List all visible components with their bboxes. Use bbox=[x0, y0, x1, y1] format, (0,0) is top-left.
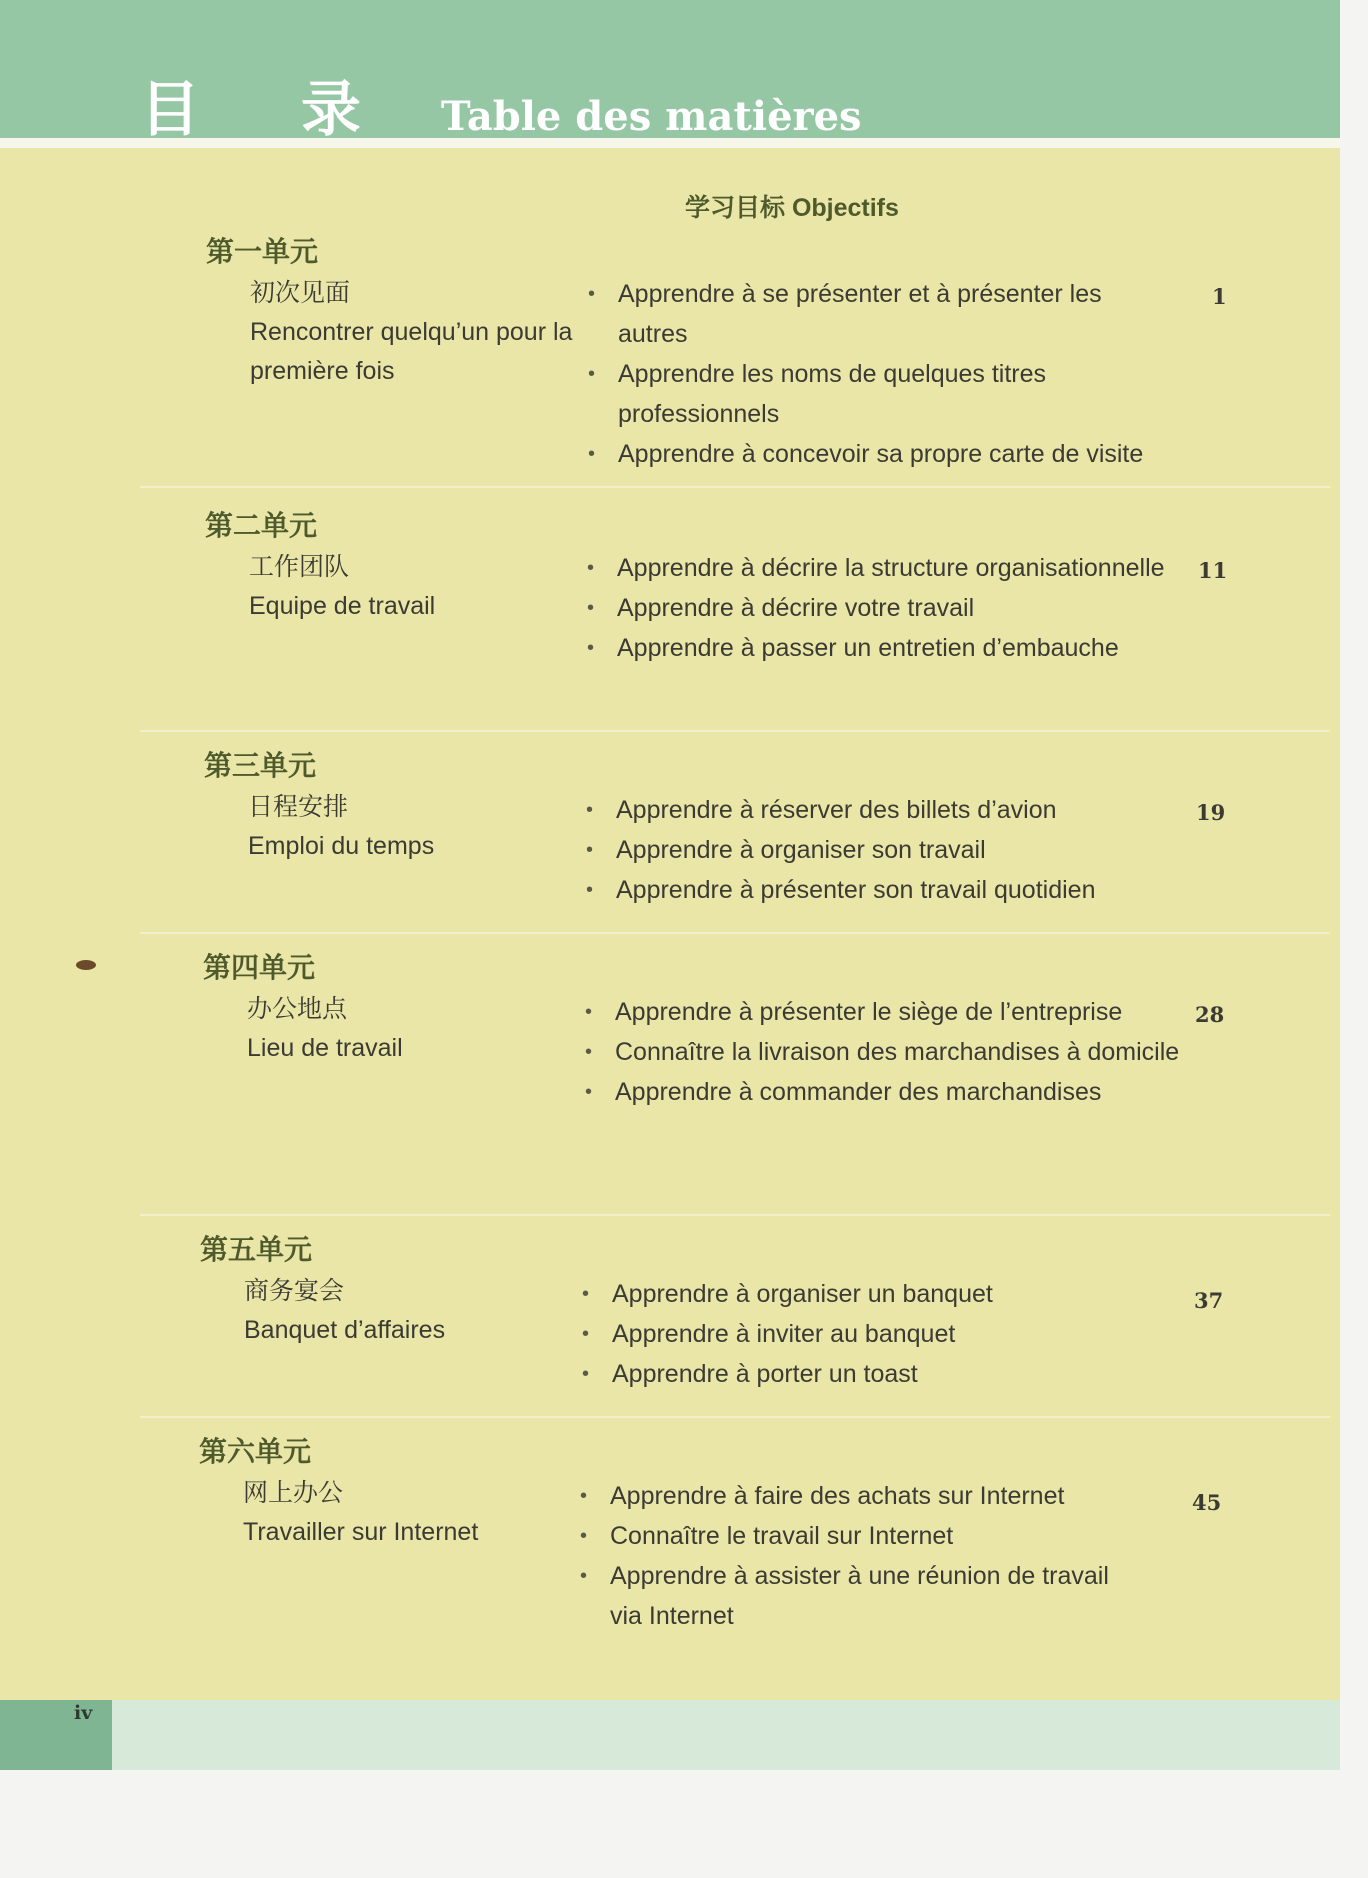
objective-item: • Apprendre à réserver des billets d’avion bbox=[586, 796, 1057, 824]
unit-label: 第二单元 bbox=[205, 509, 318, 542]
unit-divider bbox=[140, 1214, 1330, 1216]
unit-title-fr: Equipe de travail bbox=[249, 592, 436, 620]
unit-divider bbox=[140, 1416, 1330, 1418]
objective-item: • Apprendre à organiser son travail bbox=[586, 836, 986, 864]
unit-divider bbox=[140, 486, 1330, 488]
objective-item: • Apprendre à commander des marchandises bbox=[585, 1078, 1102, 1106]
page-number: 1 bbox=[1212, 284, 1227, 309]
unit-label: 第六单元 bbox=[199, 1435, 312, 1468]
objective-item: • Connaître la livraison des marchandises à domicile bbox=[585, 1038, 1180, 1066]
unit-title-fr: Rencontrer quelqu’un pour la première fois bbox=[250, 318, 573, 385]
unit-divider bbox=[140, 932, 1330, 934]
unit-title-fr: Travailler sur Internet bbox=[243, 1518, 479, 1546]
objective-item: • Apprendre à se présenter et à présenter les autres bbox=[588, 280, 1102, 348]
objective-item: • Apprendre à faire des achats sur Internet bbox=[580, 1482, 1065, 1510]
page-number: 19 bbox=[1196, 800, 1226, 825]
unit-label: 第五单元 bbox=[200, 1233, 313, 1266]
page-number: 28 bbox=[1195, 1002, 1225, 1027]
unit-title-fr: Emploi du temps bbox=[248, 832, 435, 860]
footer-band bbox=[0, 1700, 1340, 1770]
unit-title-fr: Lieu de travail bbox=[247, 1034, 403, 1062]
page-title bbox=[140, 62, 862, 145]
objective-item: • Apprendre à porter un toast bbox=[582, 1360, 918, 1388]
objective-item: • Apprendre à passer un entretien d’embauche bbox=[587, 634, 1119, 662]
objectives-list bbox=[585, 992, 1205, 1112]
objectives-list bbox=[588, 274, 1168, 474]
objectives-list bbox=[587, 548, 1167, 668]
objective-item: • Apprendre à assister à une réunion de travail via Internet bbox=[580, 1562, 1109, 1630]
objective-item: • Apprendre les noms de quelques titres professionnels bbox=[588, 360, 1047, 428]
footer-page-tab bbox=[0, 1700, 112, 1770]
objective-item: • Apprendre à inviter au banquet bbox=[582, 1320, 956, 1348]
objective-item: • Apprendre à concevoir sa propre carte de visite bbox=[588, 440, 1144, 468]
objective-item: • Connaître le travail sur Internet bbox=[580, 1522, 954, 1550]
objective-item: • Apprendre à présenter le siège de l’entreprise bbox=[585, 998, 1123, 1026]
objectives-heading: 学习目标 Objectifs bbox=[685, 194, 899, 222]
page-number: 37 bbox=[1194, 1288, 1224, 1313]
unit-title-cn: 网上办公 bbox=[243, 1479, 344, 1507]
objective-item: • Apprendre à décrire la structure organisationnelle bbox=[587, 554, 1165, 582]
objectives-list bbox=[582, 1274, 1162, 1394]
unit-label: 第三单元 bbox=[204, 749, 317, 782]
unit-title-cn: 商务宴会 bbox=[244, 1277, 345, 1305]
objective-item: • Apprendre à organiser un banquet bbox=[582, 1280, 993, 1308]
page-title-fr: Table des matières bbox=[440, 93, 862, 140]
unit-label: 第四单元 bbox=[203, 951, 316, 984]
unit-title-cn: 工作团队 bbox=[249, 553, 350, 581]
header-band bbox=[0, 0, 1340, 145]
unit-label: 第一单元 bbox=[206, 235, 319, 268]
unit-title-cn: 办公地点 bbox=[247, 995, 348, 1023]
unit-title-cn: 日程安排 bbox=[248, 793, 349, 821]
objectives-list bbox=[586, 790, 1166, 910]
page-title-cn: 目 录 bbox=[140, 75, 401, 145]
objective-item: • Apprendre à présenter son travail quotidien bbox=[586, 876, 1096, 904]
paper-stain bbox=[76, 960, 96, 970]
page-number: 11 bbox=[1198, 558, 1228, 583]
footer-page-number: iv bbox=[74, 1702, 93, 1724]
unit-title-cn: 初次见面 bbox=[250, 279, 351, 307]
page-number: 45 bbox=[1192, 1490, 1222, 1515]
unit-title-fr: Banquet d’affaires bbox=[244, 1316, 446, 1344]
unit-divider bbox=[140, 730, 1330, 732]
objectives-list bbox=[580, 1476, 1140, 1636]
objective-item: • Apprendre à décrire votre travail bbox=[587, 594, 975, 622]
